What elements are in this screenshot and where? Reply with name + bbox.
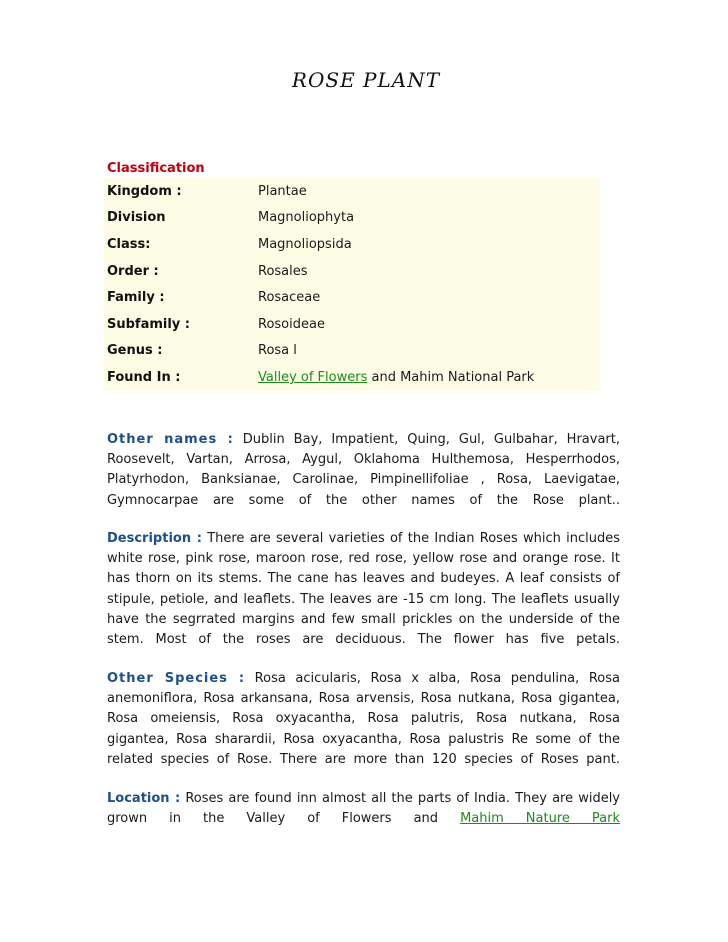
row-key: Order : xyxy=(107,263,159,279)
row-value: Rosales xyxy=(258,263,308,279)
other-names-paragraph xyxy=(107,430,620,511)
row-key: Found In : xyxy=(107,369,181,385)
row-key: Division xyxy=(107,210,166,226)
table-row xyxy=(104,258,600,285)
table-row xyxy=(104,205,600,232)
row-key: Class: xyxy=(107,236,151,252)
row-key: Kingdom : xyxy=(107,183,182,199)
row-key: Family : xyxy=(107,290,165,306)
other-species-text: Rosa acicularis, Rosa x alba, Rosa pendulina, Rosa anemoniflora, Rosa arkansana, Rosa arvensis, Rosa nutkana, Rosa gigantea, Rosa omeiensis, Rosa oxyacantha, Rosa palutris, Rosa nutkana, Rosa gigantea, Rosa sharardii, Rosa oxyacantha, Rosa palustris Re some of the related species of Rose. There are more than 120 species of Roses pant. xyxy=(107,671,620,767)
row-value: Magnoliophyta xyxy=(258,210,355,226)
description-paragraph xyxy=(107,529,620,650)
mahim-nature-park-link[interactable]: Mahim Nature Park xyxy=(460,811,620,827)
location-text: Roses are found inn almost all the parts of India. They are widely grown in the Valley of Flowers and xyxy=(107,791,620,827)
location-label: Location : xyxy=(107,791,181,806)
row-value: Rosaceae xyxy=(258,290,321,306)
table-row xyxy=(104,311,600,338)
table-row xyxy=(104,284,600,311)
row-key: Genus : xyxy=(107,343,163,359)
location-paragraph xyxy=(107,789,620,829)
table-row xyxy=(104,178,600,205)
table-row xyxy=(104,338,600,365)
other-species-label: Other Species : xyxy=(107,671,246,686)
row-value xyxy=(255,364,600,391)
other-names-label: Other names : xyxy=(107,432,234,447)
table-row xyxy=(104,231,600,258)
description-text: There are several varieties of the Indian Roses which includes white rose, pink rose, maroon rose, red rose, yellow rose and orange rose. It has thorn on its stems. The cane has leaves and budeyes. A leaf consists of stipule, petiole, and leaflets. The leaves are -15 cm long. The leaflets usually have the segrrated margins and few small prickles on the underside of the stem. Most of the roses are deciduous. The flower has five petals. xyxy=(107,531,620,648)
classification-table xyxy=(104,178,600,391)
row-value: Plantae xyxy=(258,183,307,199)
row-value: Rosa l xyxy=(258,343,297,359)
page-title: ROSE PLANT xyxy=(291,68,441,92)
row-key: Subfamily : xyxy=(107,316,191,332)
classification-heading: Classification xyxy=(107,161,205,176)
row-value: Magnoliopsida xyxy=(258,236,352,252)
table-row xyxy=(104,364,600,391)
description-label: Description : xyxy=(107,531,202,546)
valley-of-flowers-link[interactable]: Valley of Flowers xyxy=(258,369,368,385)
other-names-text: Dublin Bay, Impatient, Quing, Gul, Gulbahar, Hravart, Roosevelt, Vartan, Arrosa, Aygul, Oklahoma Hulthemosa, Hesperrhodos, Platyrhodon, Banksianae, Carolinae, Pimpinellifoliae , Rosa, Laevigatae, Gymnocarpae are some of the other names of the Rose plant.. xyxy=(107,432,620,508)
found-in-rest: and Mahim National Park xyxy=(367,369,535,385)
row-value: Rosoideae xyxy=(258,316,325,332)
other-species-paragraph xyxy=(107,669,620,770)
